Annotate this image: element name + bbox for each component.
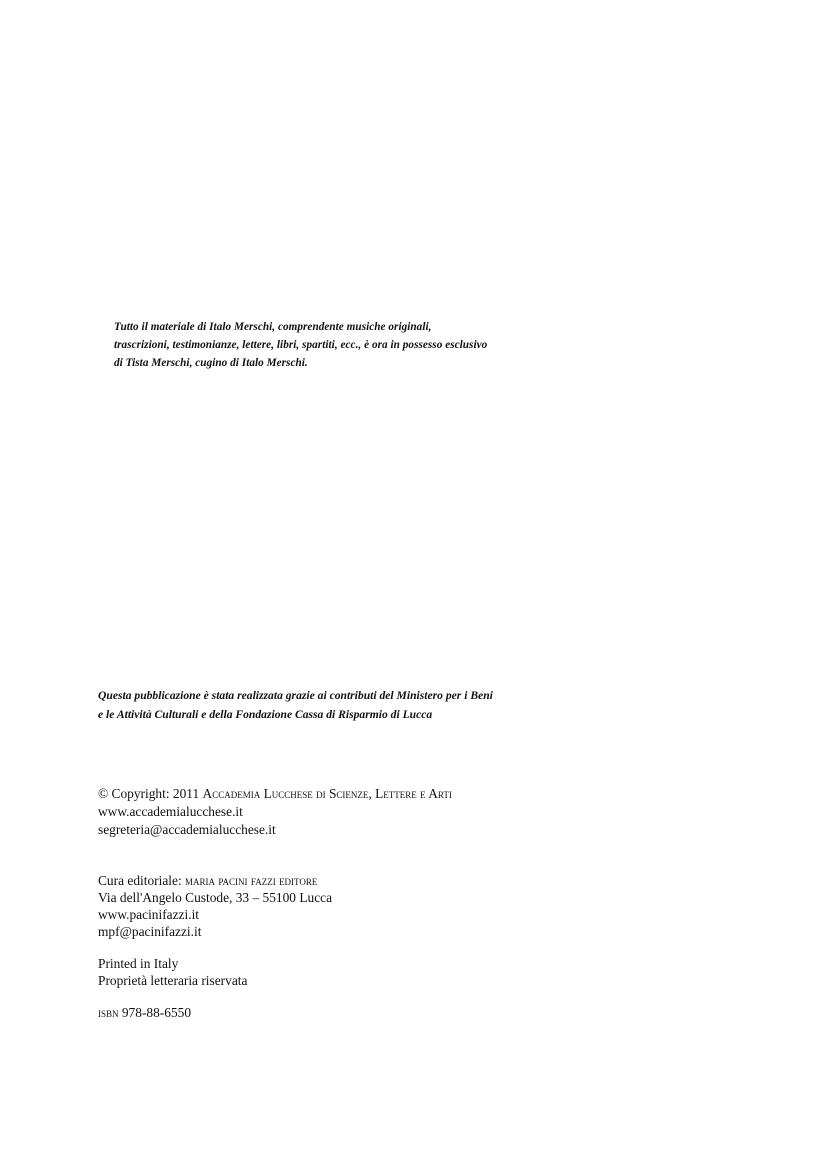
funding-acknowledgment-line-2: e le Attività Culturali e della Fondazione Cassa di Risparmio di Lucca bbox=[98, 708, 433, 721]
isbn-label: isbn bbox=[98, 1005, 119, 1020]
isbn-number: 978-88-6550 bbox=[118, 1005, 192, 1020]
collection-note-line-2: trascrizioni, testimonianze, lettere, libri, spartiti, ecc., è ora in possesso esclusivo bbox=[114, 339, 488, 351]
copyright-institution: Accademia Lucchese di Scienze, Lettere e Arti bbox=[202, 786, 452, 801]
funding-acknowledgment-line-1: Questa pubblicazione è stata realizzata grazie ai contributi del Ministero per i Beni bbox=[98, 689, 493, 702]
editorial-label: Cura editoriale: bbox=[98, 873, 186, 888]
publisher-email-link[interactable]: mpf@pacinifazzi.it bbox=[98, 924, 202, 939]
copyright-block bbox=[98, 785, 452, 839]
publisher-website-link[interactable]: www.pacinifazzi.it bbox=[98, 907, 200, 922]
collection-note-line-1: Tutto il materiale di Italo Merschi, comprendente musiche originali, bbox=[114, 321, 432, 333]
copyright-prefix: Copyright: 2011 bbox=[108, 786, 203, 801]
editorial-block bbox=[98, 872, 332, 940]
isbn-line bbox=[98, 1004, 191, 1021]
collection-note-line-3: di Tista Merschi, cugino di Italo Merschi. bbox=[114, 357, 308, 369]
collection-note bbox=[114, 318, 487, 372]
isbn-block bbox=[98, 1004, 191, 1021]
editorial-line bbox=[98, 872, 332, 889]
academy-website-link[interactable]: www.accademialucchese.it bbox=[98, 804, 243, 819]
funding-acknowledgment bbox=[98, 686, 493, 724]
publisher-name: maria pacini fazzi editore bbox=[185, 873, 318, 888]
copyright-line bbox=[98, 785, 452, 803]
printing-block bbox=[98, 955, 247, 989]
academy-email-link[interactable]: segreteria@accademialucchese.it bbox=[98, 822, 276, 837]
rights-reserved: Proprietà letteraria riservata bbox=[98, 973, 248, 988]
printed-in-italy: Printed in Italy bbox=[98, 956, 179, 971]
publisher-address: Via dell'Angelo Custode, 33 – 55100 Lucca bbox=[98, 890, 333, 905]
copyright-icon: © bbox=[98, 786, 109, 801]
